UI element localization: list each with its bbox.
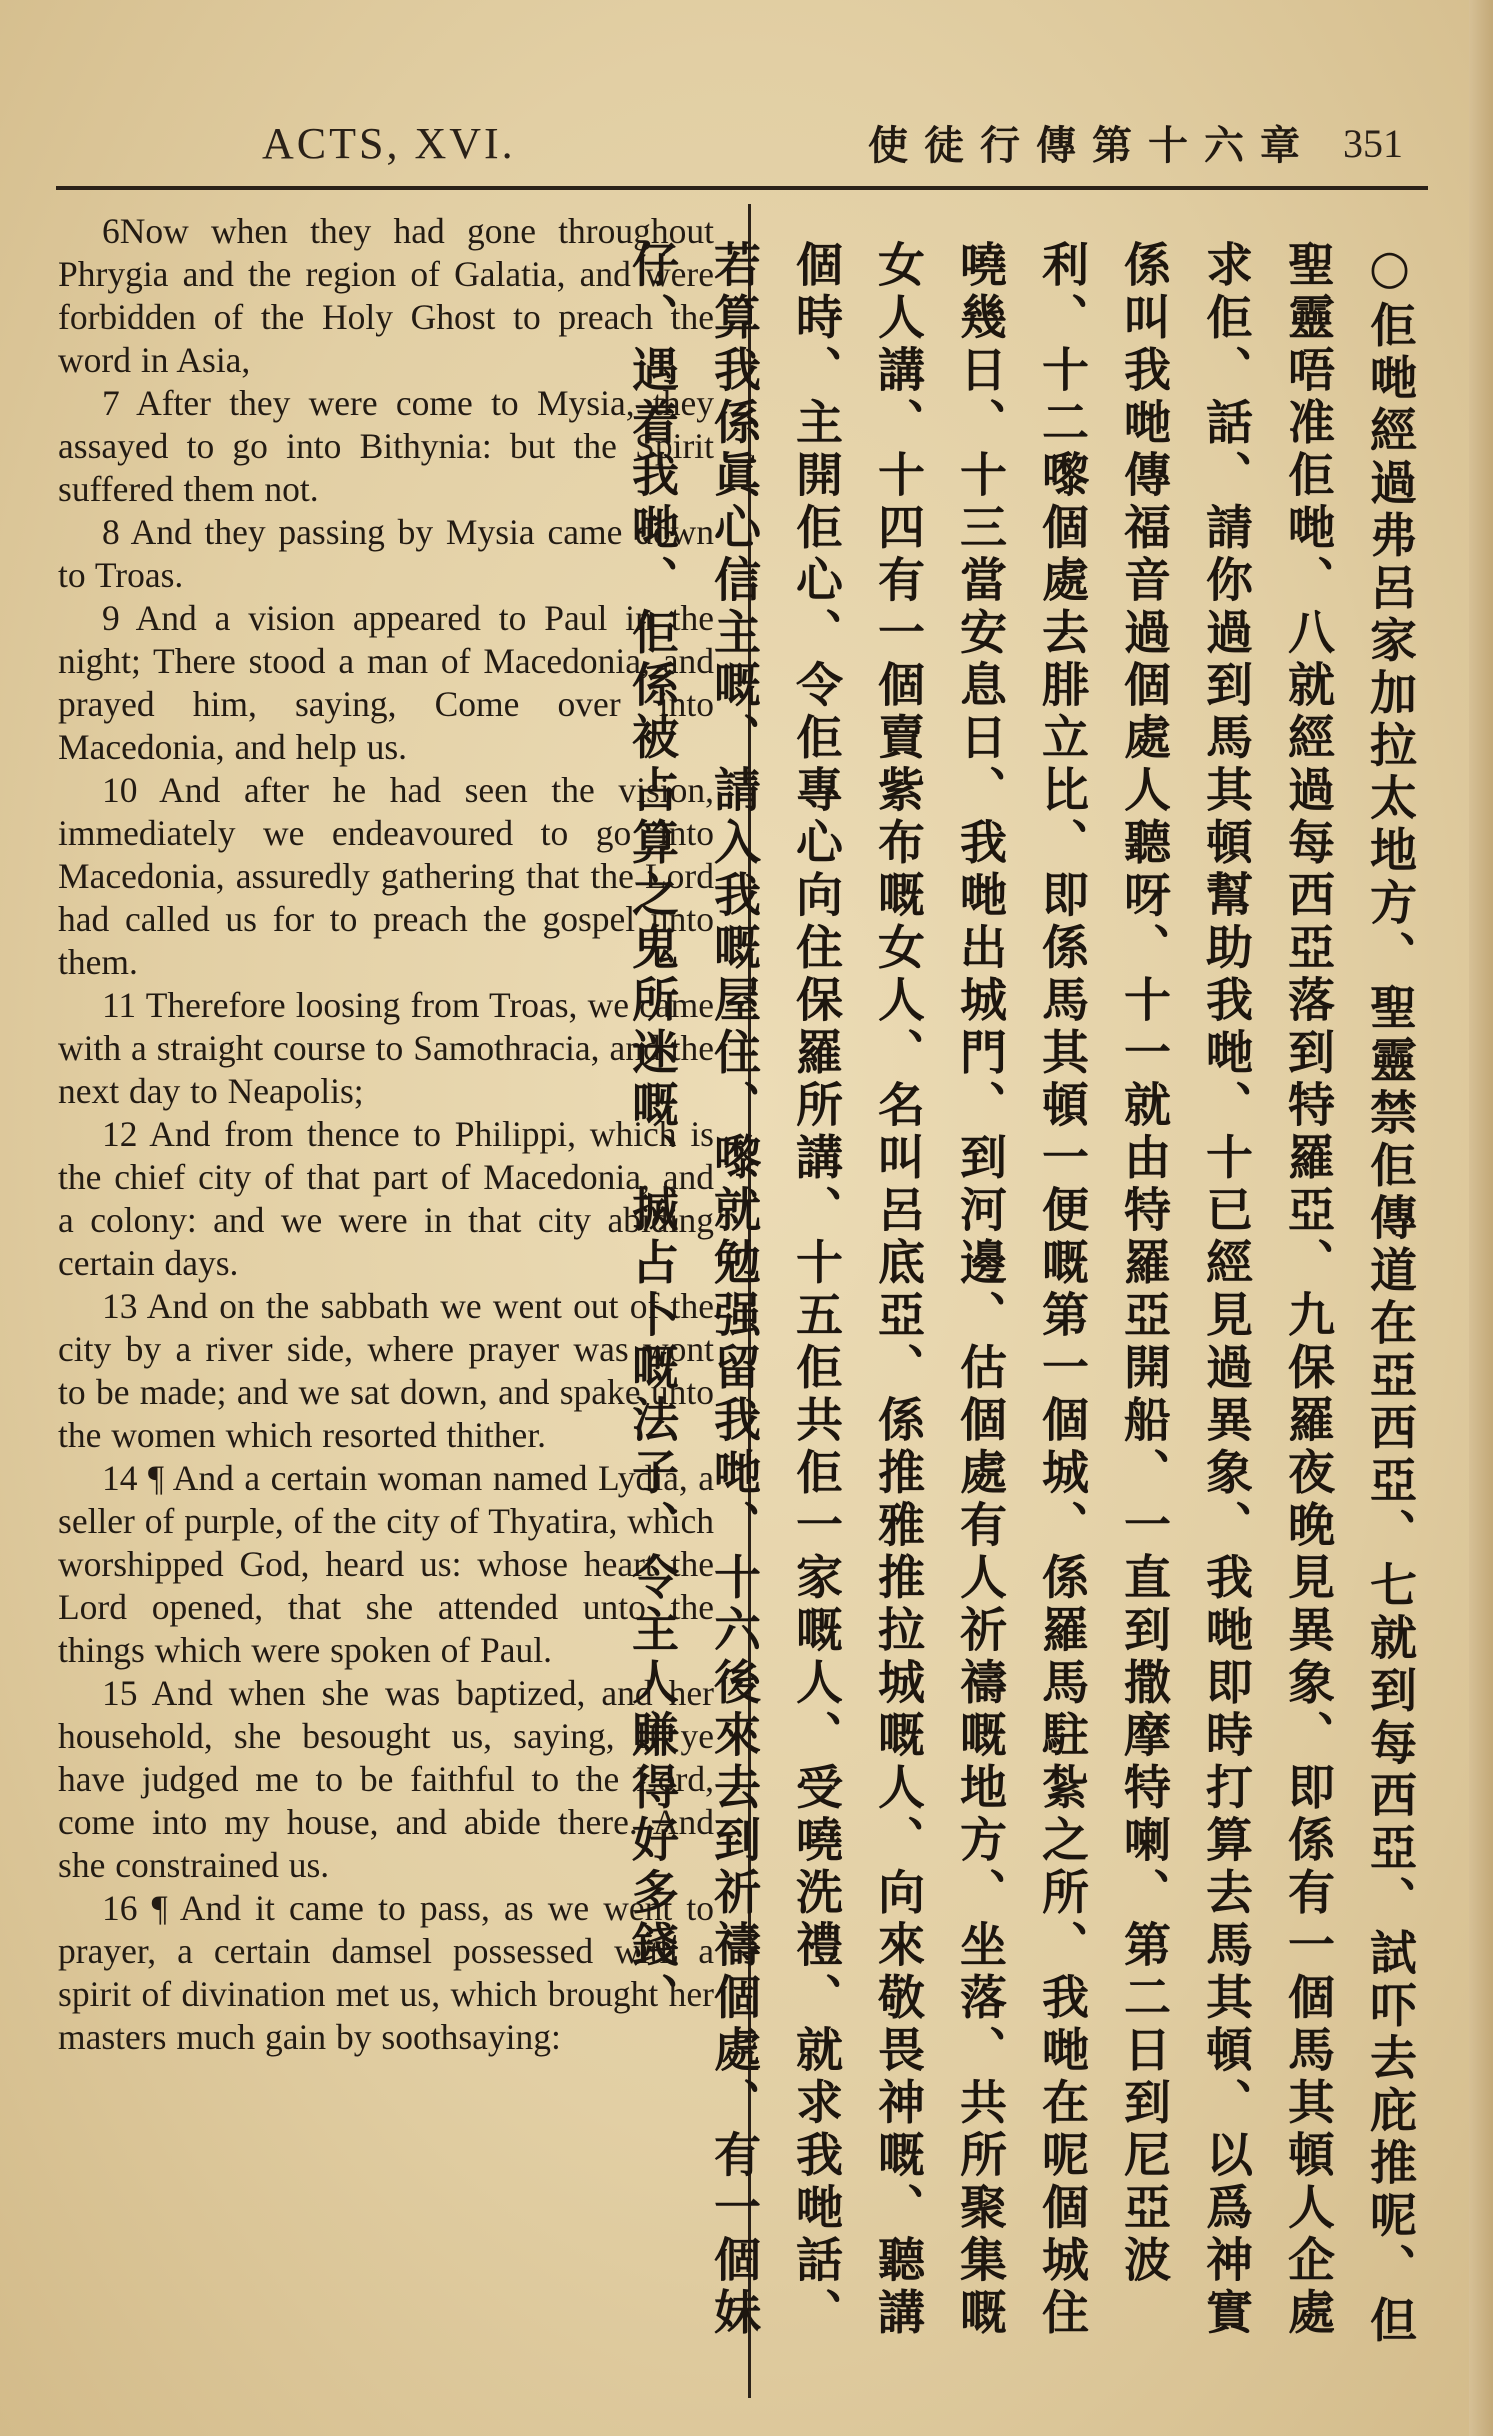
chinese-chapter-heading: 使徒行傳第十六章 — [868, 123, 1316, 169]
verse-13: 13 And on the sabbath we went out of the city by a river side, where prayer was wont to be made; and we sat down, and spake unto the women which resorted thither. — [58, 1286, 714, 1455]
verse-9: 9 And a vision appeared to Paul in the night; There stood a man of Macedonia, and prayed him, saying, Come over into Macedonia, and help us. — [58, 598, 714, 767]
verse-14: 14 ¶ And a certain woman named Lydia, a seller of purple, of the city of Thyatira, which worshipped God, heard us: whose heart the Lord opened, that she attended unto the things which were spoken of Paul. — [58, 1458, 714, 1670]
verse-12: 12 And from thence to Philippi, which is the chief city of that part of Macedonia, and a colony: and we were in that city abiding certain days. — [58, 1114, 714, 1283]
verse-10: 10 And after he had seen the vision, immediately we endeavoured to go into Macedonia, assuredly gathering that the Lord had called us for to preach the gospel unto them. — [58, 770, 714, 982]
verse-7: 7 After they were come to Mysia, they assayed to go into Bithynia: but the Spirit suffered them not. — [58, 383, 714, 509]
running-head — [0, 108, 1493, 188]
header-rule — [56, 186, 1428, 190]
verse-11: 11 Therefore loosing from Troas, we came with a straight course to Samothracia, and the next day to Neapolis; — [58, 985, 714, 1111]
verse-8: 8 And they passing by Mysia came down to Troas. — [58, 512, 714, 595]
page-number: 351 — [1343, 121, 1403, 166]
verse-16: 16 ¶ And it came to pass, as we went to prayer, a certain damsel possessed with a spirit of divination met us, which brought her masters much gain by soothsaying: — [58, 1888, 714, 2057]
page-edge — [1469, 0, 1493, 2436]
chinese-column: ○佢哋經過弗呂家加拉太地方、聖靈禁佢傳道在亞西亞、七就到每西亞、試吓去庇推呢、但聖靈唔准佢哋、八就經過每西亞落到特羅亞、九保羅夜晚見異象、即係有一個馬其頓人企處求佢、話、請你過到馬其頓幫助我哋、十已經見過異象、我哋即時打算去馬其頓、以爲神實係叫我哋傳福音過個處人聽呀、十一就由特羅亞開船、一直到撒摩特喇、第二日到尼亞波利、十二嚟個處去腓立比、即係馬其頓一便嘅第一個城、係羅馬駐紮之所、我哋在呢個城住嘵幾日、十三當安息日、我哋出城門、到河邊、估個處有人祈禱嘅地方、坐落、共所聚集嘅女人講、十四有一個賣紫布嘅女人、名叫呂底亞、係推雅推拉城嘅人、向來敬畏神嘅、聽講個時、主開佢心、令佢專心向住保羅所講、十五佢共佢一家嘅人、受嘵洗禮、就求我哋話、若算我係眞心信主嘅、請入我嘅屋住、嚟就勉强留我哋、十六後來去到祈禱個處、有一個妹仔、遇着我哋、佢係被占算之鬼所迷嘅、搣占卜嘅法子、令主人賺得好多錢、 — [624, 240, 1417, 2348]
book-chapter-heading: ACTS, XVI. — [262, 119, 516, 168]
verse-6: 6Now when they had gone throughout Phrygia and the region of Galatia, and were forbidden of the Holy Ghost to preach the word in Asia, — [58, 211, 714, 380]
verse-15: 15 And when she was baptized, and her household, she besought us, saying, If ye have judged me to be faithful to the Lord, come into my house, and abide there. And she constrained us. — [58, 1673, 714, 1885]
